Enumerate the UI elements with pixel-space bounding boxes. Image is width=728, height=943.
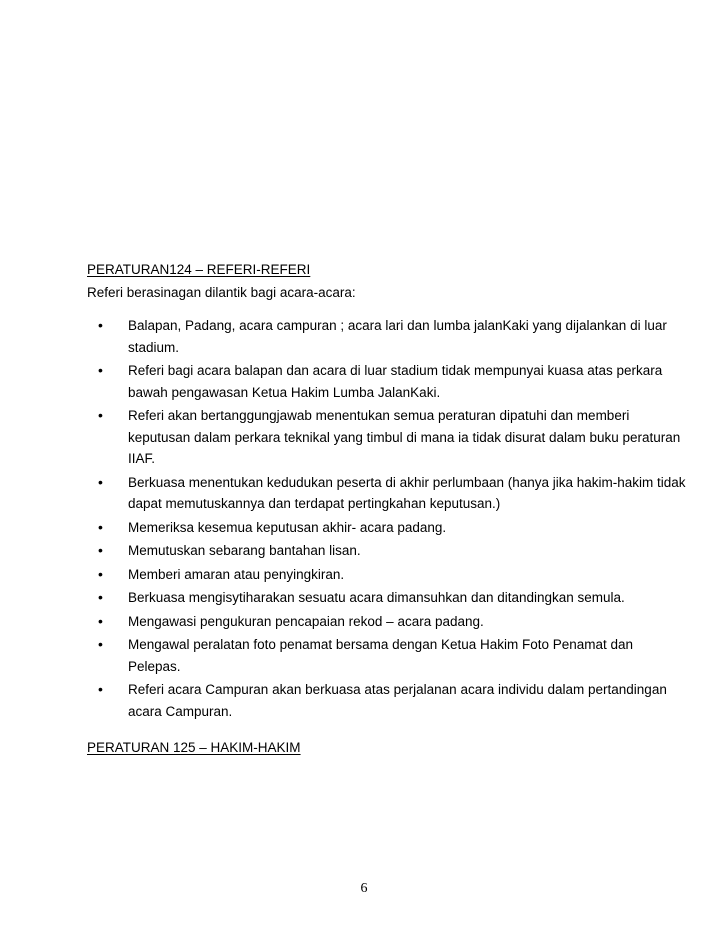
list-item-text: Referi akan bertanggungjawab menentukan semua peraturan dipatuhi dan memberi keputusan dalam perkara teknikal yang timbul di mana ia tidak disurat dalam buku peraturan IIAF. [128, 408, 681, 466]
list-item [87, 611, 687, 633]
bullet-icon: • [98, 362, 103, 378]
list-item-text: Mengawal peralatan foto penamat bersama dengan Ketua Hakim Foto Penamat dan Pelepas. [128, 637, 634, 674]
list-item-text: Balapan, Padang, acara campuran ; acara lari dan lumba jalanKaki yang dijalankan di luar stadium. [128, 318, 667, 355]
bullet-icon: • [98, 407, 103, 423]
list-item-text: Referi acara Campuran akan berkuasa atas perjalanan acara individu dalam pertandingan acara Campuran. [128, 682, 667, 719]
bullet-icon: • [98, 542, 103, 558]
bullet-icon: • [98, 473, 103, 490]
list-item-text: Memutuskan sebarang bantahan lisan. [128, 543, 361, 558]
bullet-icon: • [98, 612, 103, 629]
section-intro: Referi berasinagan dilantik bagi acara-acara: [87, 285, 356, 300]
bullet-icon: • [98, 636, 103, 652]
bullet-icon: • [98, 518, 103, 535]
list-item-text: Berkuasa mengisytiharakan sesuatu acara dimansuhkan dan ditandingkan semula. [128, 590, 625, 605]
bullet-icon: • [98, 317, 103, 333]
list-item [87, 517, 687, 539]
list-item [87, 634, 687, 677]
list-item-text: Memberi amaran atau penyingkiran. [128, 566, 345, 582]
list-item-text: Memeriksa kesemua keputusan akhir- acara padang. [128, 519, 447, 535]
list-item [87, 315, 687, 358]
bullet-icon: • [98, 589, 103, 605]
section-heading-peraturan-125: PERATURAN 125 – HAKIM-HAKIM [87, 740, 301, 755]
bullet-icon: • [98, 565, 103, 582]
list-item-text: Referi bagi acara balapan dan acara di luar stadium tidak mempunyai kuasa atas perkara bawah pengawasan Ketua Hakim Lumba JalanKaki. [128, 363, 663, 400]
list-item [87, 587, 687, 609]
list-item [87, 472, 687, 515]
list-item [87, 564, 687, 586]
list-item [87, 405, 687, 470]
list-item [87, 360, 687, 403]
section-heading-peraturan-124: PERATURAN124 – REFERI-REFERI [87, 262, 311, 277]
list-item-text: Mengawasi pengukuran pencapaian rekod – acara padang. [128, 613, 484, 629]
page-number: 6 [360, 881, 368, 896]
list-item [87, 679, 687, 722]
list-item-text: Berkuasa menentukan kedudukan peserta di akhir perlumbaan (hanya jika hakim-hakim tidak dapat memutuskannya dan terdapat pertingkahan keputusan.) [128, 474, 686, 511]
bullet-icon: • [98, 681, 103, 697]
document-body [87, 262, 687, 756]
list-item [87, 540, 687, 562]
rules-list [87, 315, 687, 722]
